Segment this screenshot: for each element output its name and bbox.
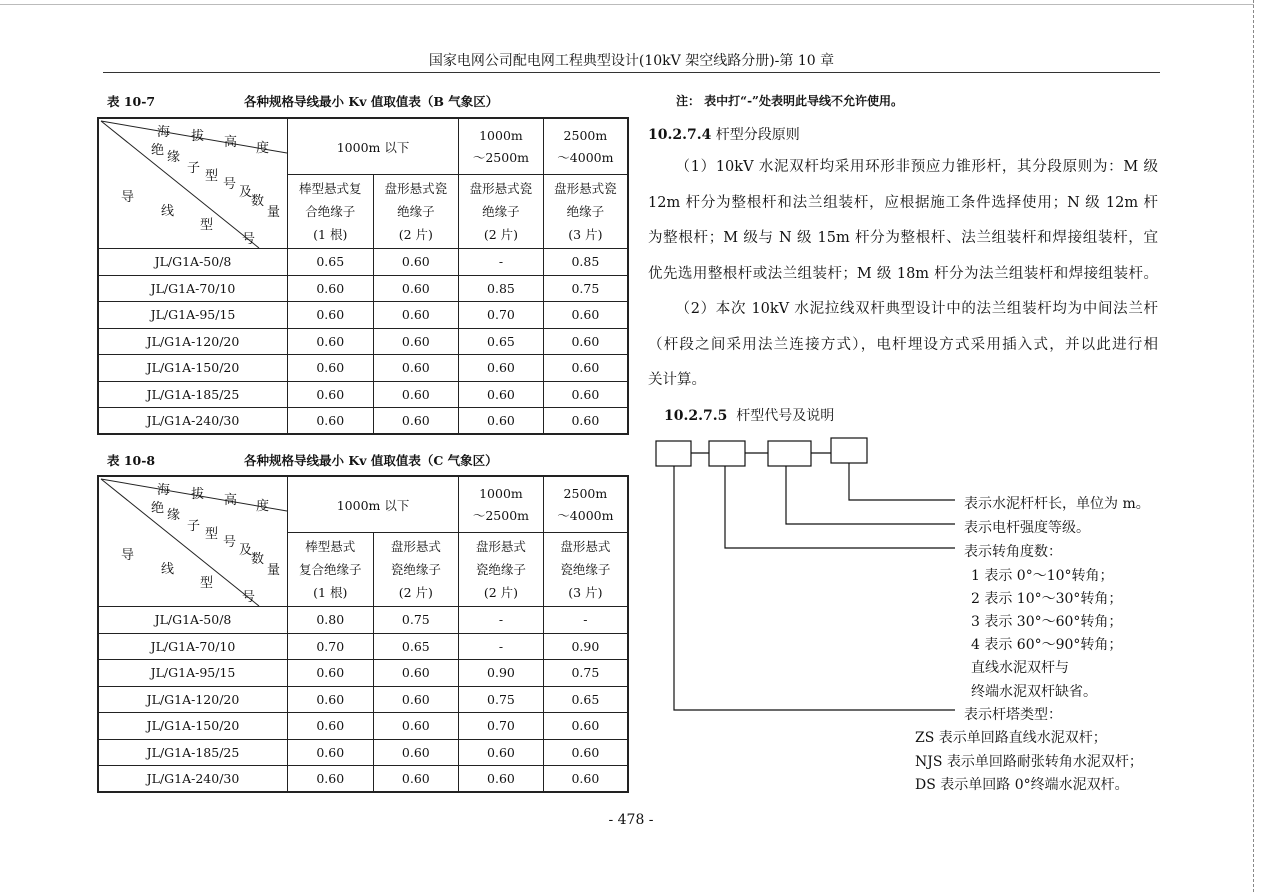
kv-value-cell: 0.60 — [373, 249, 459, 276]
table-title: 各种规格导线最小 Kv 值取值表（B 气象区） — [244, 94, 499, 109]
kv-value-cell: 0.60 — [543, 302, 628, 329]
diagonal-header-char: 子 — [187, 519, 201, 534]
kv-value-cell: 0.60 — [543, 713, 628, 740]
legend-item: ZS 表示单回路直线水泥双杆； — [915, 730, 1107, 746]
kv-value-cell: 0.60 — [288, 686, 374, 713]
diagonal-header-char: 高 — [224, 135, 238, 150]
table-note: 注： 表中打“-”处表明此导线不允许使用。 — [676, 94, 903, 108]
insulator-type-header: 盘形悬式瓷 绝缘子 (2 片) — [373, 175, 459, 249]
body-line: （2）本次 10kV 水泥拉线双杆典型设计中的法兰组装杆均为中间法兰杆 — [675, 301, 1158, 317]
insulator-type-header: 盘形悬式 瓷绝缘子 (2 片) — [373, 533, 459, 607]
kv-value-cell: 0.60 — [543, 355, 628, 382]
insulator-type-header: 盘形悬式瓷 绝缘子 (2 片) — [459, 175, 544, 249]
diagonal-header-char: 海 — [157, 483, 171, 498]
diagonal-header-char: 及 — [239, 543, 253, 558]
kv-value-cell: 0.75 — [543, 660, 628, 687]
diagonal-header-char: 线 — [161, 204, 175, 219]
kv-value-cell: 0.85 — [459, 275, 544, 302]
legend-item: 直线水泥双杆与 — [971, 660, 1069, 676]
table-title: 各种规格导线最小 Kv 值取值表（C 气象区） — [244, 453, 498, 468]
kv-value-cell: 0.90 — [459, 660, 544, 687]
kv-value-cell: - — [459, 607, 544, 634]
altitude-group-header: 2500m ～4000m — [543, 476, 628, 533]
kv-value-cell: 0.60 — [459, 766, 544, 793]
kv-value-cell: 0.60 — [543, 381, 628, 408]
body-line: （杆段之间采用法兰连接方式），电杆埋设方式采用插入式，并以此进行相 — [648, 336, 1158, 353]
kv-value-cell: 0.60 — [373, 408, 459, 435]
kv-value-cell: 0.60 — [373, 381, 459, 408]
kv-value-cell: 0.65 — [373, 633, 459, 660]
page-number: - 478 - — [608, 812, 654, 828]
insulator-type-header: 棒型悬式 复合绝缘子 (1 根) — [288, 533, 374, 607]
diagonal-header-char: 量 — [267, 563, 281, 578]
table-number: 表 10-8 — [107, 453, 156, 468]
legend-item: 2 表示 10°～30°转角； — [971, 591, 1123, 607]
kv-value-cell: 0.60 — [373, 355, 459, 382]
kv-value-cell: 0.85 — [543, 249, 628, 276]
diagonal-header-char: 拔 — [191, 129, 205, 144]
section-number: 10.2.7.5 — [664, 408, 728, 424]
kv-value-cell: 0.90 — [543, 633, 628, 660]
kv-value-cell: 0.60 — [373, 302, 459, 329]
legend-item: 表示杆塔类型： — [964, 707, 1062, 723]
conductor-type-cell: JL/G1A-150/20 — [98, 713, 288, 740]
insulator-type-header: 盘形悬式瓷 绝缘子 (3 片) — [543, 175, 628, 249]
kv-value-cell: 0.60 — [543, 766, 628, 793]
kv-value-cell: 0.60 — [459, 739, 544, 766]
diagonal-header-char: 导 — [121, 548, 135, 563]
kv-value-cell: 0.60 — [373, 275, 459, 302]
kv-value-cell: 0.60 — [373, 766, 459, 793]
kv-value-cell: 0.75 — [543, 275, 628, 302]
kv-value-cell: 0.60 — [543, 739, 628, 766]
body-line: （1）10kV 水泥双杆均采用环形非预应力锥形杆，其分段原则为：M 级 — [675, 159, 1158, 175]
kv-value-cell: 0.60 — [288, 381, 374, 408]
insulator-type-header: 棒型悬式复 合绝缘子 (1 根) — [288, 175, 374, 249]
kv-value-cell: 0.60 — [373, 328, 459, 355]
conductor-type-cell: JL/G1A-240/30 — [98, 408, 288, 435]
kv-value-cell: 0.60 — [288, 766, 374, 793]
diagonal-header-char: 缘 — [167, 508, 181, 523]
diagonal-header-char: 号 — [242, 590, 256, 605]
kv-value-cell: 0.70 — [459, 302, 544, 329]
conductor-type-cell: JL/G1A-120/20 — [98, 686, 288, 713]
kv-value-cell: 0.75 — [459, 686, 544, 713]
diagonal-header-char: 量 — [267, 205, 281, 220]
legend-item: 表示转角度数： — [964, 544, 1062, 560]
diagonal-header-char: 号 — [223, 535, 237, 550]
conductor-type-cell: JL/G1A-50/8 — [98, 607, 288, 634]
conductor-type-cell: JL/G1A-95/15 — [98, 302, 288, 329]
insulator-type-header: 盘形悬式 瓷绝缘子 (3 片) — [543, 533, 628, 607]
table-number: 表 10-7 — [107, 94, 156, 109]
insulator-type-header: 盘形悬式 瓷绝缘子 (2 片) — [459, 533, 544, 607]
kv-value-cell: 0.60 — [288, 328, 374, 355]
legend-item: 终端水泥双杆缺省。 — [971, 684, 1097, 700]
conductor-type-cell: JL/G1A-70/10 — [98, 275, 288, 302]
altitude-group-header: 1000m ～2500m — [459, 476, 544, 533]
kv-value-cell: 0.60 — [373, 686, 459, 713]
conductor-type-cell: JL/G1A-50/8 — [98, 249, 288, 276]
kv-value-cell: 0.75 — [373, 607, 459, 634]
conductor-type-cell: JL/G1A-150/20 — [98, 355, 288, 382]
legend-item: 4 表示 60°～90°转角； — [971, 637, 1123, 653]
section-number: 10.2.7.4 — [648, 127, 712, 143]
legend-item: 1 表示 0°～10°转角； — [971, 568, 1114, 584]
altitude-group-header: 2500m ～4000m — [543, 118, 628, 175]
diagonal-header-char: 型 — [200, 218, 214, 233]
diagonal-header-char: 型 — [205, 527, 219, 542]
kv-value-cell: - — [459, 249, 544, 276]
conductor-type-cell: JL/G1A-70/10 — [98, 633, 288, 660]
conductor-type-cell: JL/G1A-185/25 — [98, 739, 288, 766]
section-title: 杆型分段原则 — [715, 127, 800, 143]
diagonal-header-char: 高 — [224, 493, 238, 508]
kv-value-cell: 0.65 — [459, 328, 544, 355]
kv-value-cell: 0.65 — [288, 249, 374, 276]
kv-value-cell: 0.60 — [543, 328, 628, 355]
body-line: 关计算。 — [648, 372, 706, 388]
kv-value-cell: 0.60 — [288, 660, 374, 687]
legend-item: 表示水泥杆杆长，单位为 m。 — [964, 496, 1150, 512]
body-line: 为整根杆；M 级与 N 级 15m 杆分为整根杆、法兰组装杆和焊接组装杆，宜 — [648, 230, 1158, 246]
altitude-group-header: 1000m ～2500m — [459, 118, 544, 175]
kv-value-cell: 0.80 — [288, 607, 374, 634]
diagonal-header-char: 导 — [121, 190, 135, 205]
kv-value-cell: 0.60 — [459, 408, 544, 435]
kv-value-cell: 0.60 — [288, 355, 374, 382]
diagonal-header-char: 度 — [256, 499, 270, 514]
kv-value-cell: 0.60 — [288, 408, 374, 435]
kv-value-cell: 0.60 — [373, 660, 459, 687]
kv-value-cell: 0.60 — [288, 275, 374, 302]
kv-value-cell: 0.70 — [288, 633, 374, 660]
diagonal-header-char: 号 — [242, 232, 256, 247]
diagonal-header-char: 缘 — [167, 150, 181, 165]
diagonal-header-char: 数 — [251, 194, 265, 209]
kv-value-cell: 0.60 — [373, 713, 459, 740]
legend-item: 表示电杆强度等级。 — [964, 520, 1090, 536]
diagonal-header-char: 数 — [251, 552, 265, 567]
kv-value-cell: 0.60 — [288, 302, 374, 329]
diagonal-header-char: 号 — [223, 177, 237, 192]
kv-value-cell: - — [459, 633, 544, 660]
diagonal-header-char: 子 — [187, 161, 201, 176]
diagonal-header-char: 绝 — [151, 501, 165, 516]
kv-value-cell: 0.60 — [288, 739, 374, 766]
legend-item: DS 表示单回路 0°终端水泥双杆。 — [915, 777, 1129, 793]
section-title: 杆型代号及说明 — [736, 408, 835, 424]
body-line: 优先选用整根杆或法兰组装杆；M 级 18m 杆分为法兰组装杆和焊接组装杆。 — [648, 265, 1158, 282]
conductor-type-cell: JL/G1A-95/15 — [98, 660, 288, 687]
diagonal-header-char: 度 — [256, 141, 270, 156]
kv-value-cell: 0.60 — [373, 739, 459, 766]
legend-item: 3 表示 30°～60°转角； — [971, 614, 1123, 630]
diagonal-header-char: 绝 — [151, 143, 165, 158]
kv-value-cell: 0.60 — [459, 355, 544, 382]
conductor-type-cell: JL/G1A-185/25 — [98, 381, 288, 408]
kv-value-cell: 0.60 — [543, 408, 628, 435]
kv-value-cell: 0.60 — [459, 381, 544, 408]
page-header: 国家电网公司配电网工程典型设计(10kV 架空线路分册)-第 10 章 — [428, 53, 835, 69]
kv-value-cell: 0.65 — [543, 686, 628, 713]
legend-item: NJS 表示单回路耐张转角水泥双杆； — [915, 754, 1143, 770]
diagonal-header-char: 海 — [157, 125, 171, 140]
conductor-type-cell: JL/G1A-120/20 — [98, 328, 288, 355]
diagonal-header-char: 拔 — [191, 487, 205, 502]
diagonal-header-char: 线 — [161, 562, 175, 577]
diagonal-header-char: 型 — [205, 169, 219, 184]
altitude-group-header: 1000m 以下 — [288, 476, 459, 533]
kv-value-cell: 0.60 — [288, 713, 374, 740]
diagonal-header-char: 型 — [200, 576, 214, 591]
altitude-group-header: 1000m 以下 — [288, 118, 459, 175]
body-line: 12m 杆分为整根杆和法兰组装杆，应根据施工条件选择使用；N 级 12m 杆 — [648, 194, 1158, 211]
kv-value-cell: 0.70 — [459, 713, 544, 740]
kv-value-cell: - — [543, 607, 628, 634]
conductor-type-cell: JL/G1A-240/30 — [98, 766, 288, 793]
diagonal-header-char: 及 — [239, 185, 253, 200]
